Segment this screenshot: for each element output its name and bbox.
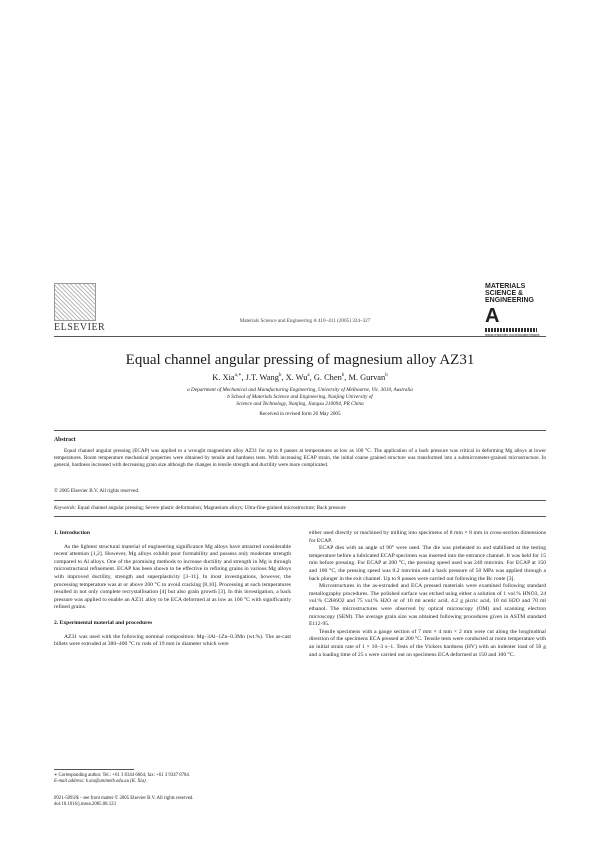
corresponding-author: ∗ Corresponding author. Tel.: +61 3 8344 6664; fax: +61 3 9347 8784. — [54, 773, 191, 778]
author-list: K. Xia$^{a,∗}$, J.T. Wang$^b$, X. Wu$^a$, G. Chen$^b$, M. Gurvan$^b$ — [212, 372, 388, 382]
paper-title: Equal channel angular pressing of magnesium alloy AZ31 — [125, 352, 475, 368]
abstract-copyright: © 2005 Elsevier B.V. All rights reserved. — [54, 488, 140, 494]
elsevier-tree-icon — [54, 283, 96, 321]
affiliations — [54, 387, 546, 408]
right-column — [309, 530, 546, 659]
affiliation-b: b School of Materials Science and Engineering, Nanjing University of — [227, 394, 373, 400]
publisher-name: ELSEVIER — [54, 322, 106, 333]
received-date: Received in revised form 26 May 2005 — [259, 411, 341, 417]
author: G. Chen — [313, 372, 342, 382]
keywords-bottom-divider — [54, 516, 546, 517]
elsevier-logo — [54, 283, 106, 333]
paragraph: AZ31 was used with the following nominal composition: Mg–3Al–1Zn–0.3Mn (wt.%). The as-cast billets were extruded at 380–400 °C to rods of 19 mm in diameter which were — [54, 633, 291, 648]
journal-url: www.elsevier.com/locate/msea — [485, 332, 540, 337]
paragraph: Microstructures in the as-extruded and ECA pressed materials were examined following standard metallography procedures. The polished surface was etched using either a solution of 1 vol.% HNO3, 24 vol.% C2H6O2 and 75 vol.% H2O or of 10 ml acetic acid, 4.2 g picric acid, 10 ml H2O and 70 ml ethanol. The microstructures were observed by optical microscopy (OM) and scanning electron microscopy (SEM). The average grain size was obtained following procedures given in ASTM standard E112-95. — [309, 583, 546, 628]
section-heading: 2. Experimental material and procedures — [54, 619, 153, 626]
header-divider — [54, 336, 546, 337]
author-sup: b — [385, 373, 388, 378]
author-sup: b — [278, 373, 282, 378]
journal-logo-line-3: ENGINEERING — [485, 297, 535, 304]
author: K. Xia — [212, 372, 235, 382]
keywords-label: Keywords: — [54, 505, 77, 511]
author-sup: b — [341, 373, 345, 378]
bottom-info — [54, 796, 193, 809]
abstract-text: Equal channel angular pressing (ECAP) was applied to a wrought magnesium alloy AZ31 for up to 8 passes at temperatures as low as 100 °C. The application of a back pressure was critical in deforming Mg alloys at lower temperatures. Room temperature mechanical properties were obtained by tensile and hardness tests. With increasing ECAP strain, the initial coarse grained structure was transformed into a submicrometer-grained microstructure. In general, hardness increased with decreasing grain size although the changes in tensile strength and ductility were more complicated. — [54, 448, 546, 469]
keywords-text: Equal channel angular pressing; Severe plastic deformation; Magnesium alloys; Ultra-fine-grained microstructure; Back pressure — [77, 505, 346, 511]
abstract-heading: Abstract — [54, 437, 76, 443]
author: J.T. Wang — [245, 372, 279, 382]
section-heading: 1. Introduction — [54, 530, 90, 536]
journal-logo-line-2: SCIENCE & — [485, 290, 524, 297]
author-sup: a — [307, 373, 310, 378]
keywords-top-divider — [54, 500, 546, 501]
footnote — [54, 773, 291, 786]
left-column — [54, 530, 291, 649]
paragraph: Tensile specimens with a gauge section of 7 mm × 4 mm × 2 mm were cut along the longitudinal direction of the specimens ECA pressed at 200 °C. Tensile tests were conducted at room temperature with an initial strain rate of 1 × 10−3 s−1. Tests of the Vickers hardness (HV) with an indenter load of 50 g and a loading time of 25 s were carried out on specimens ECA deformed at 150 and 100 °C. — [309, 628, 546, 658]
author-sup: a,∗ — [234, 373, 242, 378]
keywords — [54, 505, 346, 511]
author: X. Wu — [285, 372, 308, 382]
issn-line: 0921-5093/$ – see front matter © 2005 Elsevier B.V. All rights reserved. — [54, 796, 194, 801]
journal-reference: Materials Science and Engineering A 410–411 (2005) 324–327 — [239, 318, 371, 324]
paragraph: either used directly or machined by milling into specimens of 8 mm × 8 mm in cross-section dimensions for ECAP. — [309, 530, 546, 544]
abstract-top-divider — [54, 430, 546, 431]
footnote-divider — [54, 769, 134, 770]
paragraph: ECAP dies with an angle of 90° were used. The die was preheated to and stabilised at the testing temperature before a lubricated ECAP specimen was inserted into the entrance channel. It was held for 15 min before pressing. For ECAP at 200 °C, the pressing speed used was 240 mm/min. For ECAP at 150 and 100 °C, the pressing speed was 0.2 mm/min and a back pressure of 50 MPa was applied through a back plunger in the exit channel. Up to 8 passes were carried out following the Bc route [3]. — [309, 545, 546, 582]
journal-logo-line-1: MATERIALS — [485, 283, 526, 290]
paragraph: As the lightest structural material of engineering significance Mg alloys have attracted considerable recent attention [1,2]. However, Mg alloys exhibit poor formability and possess only moderate strength compared to Al alloys. One of the promising methods to increase ductility and strength in Mg is through microstructural refinement. ECAP has been shown to be effective in refining grains in various Mg alloys with improved ductility, strength and superplasticity [3–11]. In most investigations, however, the processing temperature was at or above 200 °C to avoid cracking [8,10]. Processing at such temperatures resulted in not only complete recrystallisation [4] but also grain growth [3]. In this investigation, a back pressure was applied to enable an AZ31 alloy to be ECA deformed at as low as 100 °C with significantly refined grains. — [54, 543, 291, 611]
journal-logo-letter: A — [485, 305, 500, 327]
affiliation-b-cont: Science and Technology, Nanjing, Jiangsu 210094, PR China — [236, 401, 364, 407]
author: M. Gurvan — [348, 372, 386, 382]
journal-logo — [485, 283, 545, 337]
doi-line: doi:10.1016/j.msea.2005.08.123 — [54, 802, 116, 808]
affiliation-a: a Department of Mechanical and Manufacturing Engineering, University of Melbourne, Vic. 3010, Australia — [187, 387, 413, 393]
email-address: E-mail address: k.xia@unimelb.edu.au (K. Xia). — [54, 779, 147, 785]
